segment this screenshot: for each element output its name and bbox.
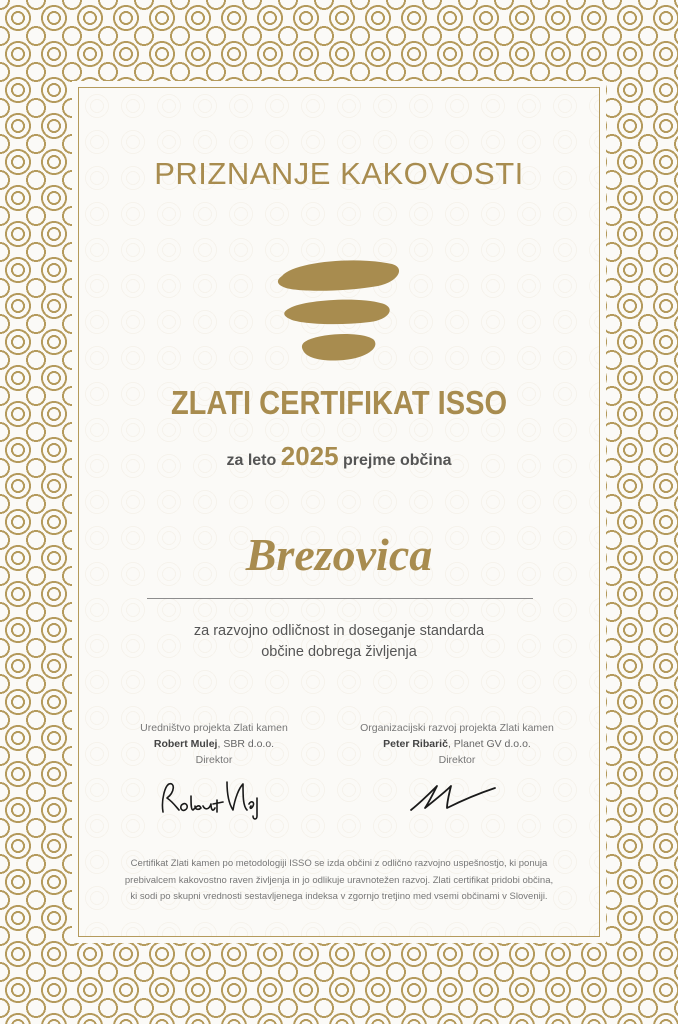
- signatory-role: Uredništvo projekta Zlati kamen: [140, 722, 288, 734]
- signatory-title: Direktor: [438, 754, 476, 766]
- footnote-line-1: Certifikat Zlati kamen po metodologiji ISSO se izda občini z odlično razvojno uspešnostjo, ki ponuja: [130, 858, 548, 869]
- signatory-role: Organizacijski razvoj projekta Zlati kamen: [360, 722, 554, 734]
- footnote-line-3: ki sodi po skupni vrednosti sestavljenega indeksa v zgornjo tretjino med vsemi občinami v Sloveniji.: [130, 891, 548, 902]
- divider: [147, 598, 533, 599]
- signatory-title: Direktor: [195, 754, 233, 766]
- year-prefix: za leto: [226, 452, 277, 469]
- purpose-line-1: za razvojno odličnost in doseganje standarda: [193, 623, 485, 639]
- signature-right-icon: [407, 782, 499, 814]
- recipient-name: Brezovica: [245, 529, 433, 580]
- certificate-footnote: [79, 856, 599, 906]
- footnote-line-2: prebivalcem kakovostno raven življenja in jo odlikuje uravnotežen razvoj. Zlati certifikat pridobi občina,: [124, 874, 554, 886]
- signatory-name: Robert Mulej: [153, 738, 218, 750]
- signatory-right: [337, 720, 577, 768]
- award-year: 2025: [280, 441, 339, 471]
- year-line: [79, 441, 599, 472]
- stones-logo-icon: [274, 258, 409, 368]
- certificate-heading: PRIZNANJE KAKOVOSTI: [154, 156, 524, 191]
- year-suffix: prejme občina: [343, 452, 452, 469]
- signatory-company: , SBR d.o.o.: [217, 738, 275, 750]
- signature-left-icon: [157, 776, 267, 824]
- signatory-name-line: [337, 736, 577, 752]
- signatory-name: Peter Ribarič: [383, 738, 448, 750]
- signatory-company: , Planet GV d.o.o.: [447, 738, 531, 750]
- signatory-left: [94, 720, 334, 768]
- award-purpose: [79, 621, 599, 663]
- certificate-panel: [78, 87, 600, 937]
- signatory-name-line: [94, 736, 334, 752]
- purpose-line-2: občine dobrega življenja: [261, 644, 417, 660]
- award-title: ZLATI CERTIFIKAT ISSO: [170, 384, 508, 421]
